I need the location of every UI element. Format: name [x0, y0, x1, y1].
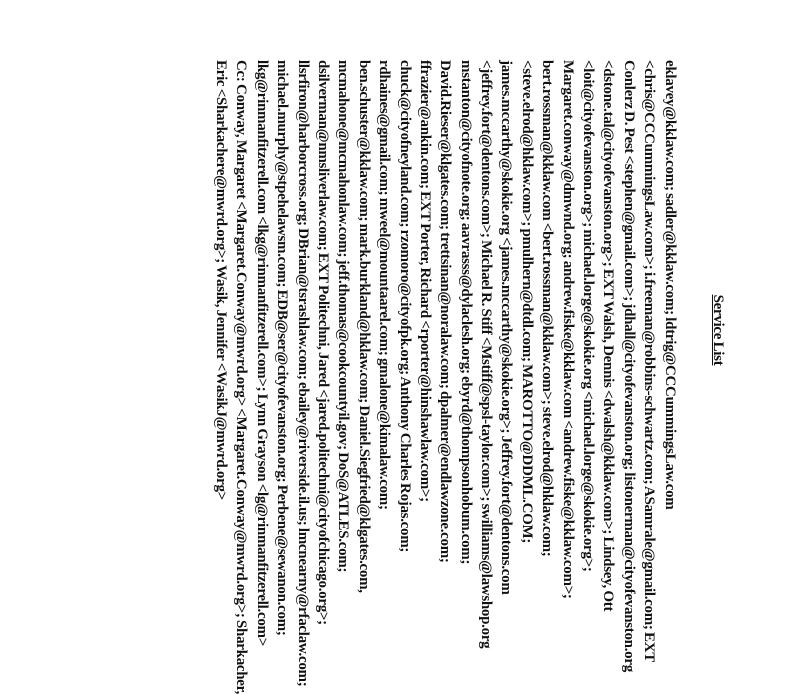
list-line: chuck@cityofneyland.com; rzomoro@cityofpk.org; Anthony Charles Rojas.com;: [396, 60, 413, 553]
list-line: rdhaines@gmail.com; mweel@mountaarel.com; gmalone@kimalaw.com;: [376, 60, 393, 510]
list-line: llsrfiron@harborcross.org; DBrian@tsrashlaw.com; ebailey@riverside.il.us; lmcnearny@rfaclaw.com;: [294, 60, 311, 687]
list-line: ben.schuster@kklaw.com; mark.burkland@hklaw.com; Daniel.Siegfried@klgates.com,: [355, 60, 372, 593]
list-line: <dstone.tal@cityofevanston.org>; EXT Walsh, Dennis <dwalsh@kklaw.com>; Lindsey, Ott: [600, 60, 617, 612]
list-line: Conlerz D. Pest <stephen@gmail.com>; jdhall@cityofevanston.org; listonerman@cityofevanston.org: [620, 60, 637, 672]
service-list-document: [211, 60, 728, 694]
list-line: james.mccarthy@skokie.org <james.mccarthy@skokie.org>; Jeffrey.fort@dentons.com: [498, 60, 515, 595]
list-line: <steve.elrod@hklaw.com>; pmulhern@dtdl.com; MAROTTO@DDML.COM;: [518, 60, 535, 544]
list-line: Margaret.conway@dmwnd.org; andrew.fiske@kklaw.com <andrew.fiske@kklaw.com>;: [559, 60, 576, 599]
list-line: dsilverman@nmsliverlaw.com; EXT Politechni, Jared <jared.politechni@cityofchicago.org>;: [314, 60, 331, 625]
email-list: [211, 60, 680, 694]
list-line: David.Rieser@klgates.com; trettsinan@noralaw.com; dpalmer@endlawzone.com;: [437, 60, 454, 563]
list-line: <loit@cityofevanston.org>; michael.lorge@skokie.org <michael.lorge@skokie.org>;: [580, 60, 597, 572]
list-line: ffrazier@ankin.com; EXT Porter, Richard <rporter@hinshawlaw.com>;: [416, 60, 433, 502]
document-title: Service List: [710, 294, 726, 366]
list-line: mcmahone@mcmahonlaw.com; jeff.thomas@cookcountyil.gov; DoS@ATLES.com;: [335, 60, 352, 573]
list-line: <chris@CCCummingsLaw.com>; i.freeman@robbins-schwartz.com; ASamrale@gmail.com; EXT: [641, 60, 658, 662]
list-line: lkg@rinmanfitzerell.com <lkg@rinmanfitzerell.com>; Lynn Grayson <lg@rinmanfitzerell.com>: [253, 60, 270, 646]
list-line: bert.rossman@kklaw.com <bert.rossman@kklaw.com>; steve.elrod@hklaw.com;: [539, 60, 556, 557]
list-line: eklavey@kklaw.com; sadler@kklaw.com; ldtrig@CCCummingsLaw.com: [661, 60, 678, 510]
list-line: Eric <Sharkachere@mwrd.org>; Wasik, Jennifer <WasikJ@mwrd.org>: [213, 60, 229, 500]
list-line: michael.murphy@stpehelawsm.com; EDB@ser@cityofevanston.org; Perbene@sewanon.com;: [274, 60, 291, 636]
list-line: mstanton@cityofnote.org; aavrasss@dylaclesh.org; ebyrd@thompsonhobum.com;: [457, 60, 474, 565]
list-line: Cc: Conway, Margaret <Margaret.Conway@mwrd.org> <Margaret.Conway@mwrd.org>; Sharkacher,: [233, 60, 250, 694]
list-line: <jeffrey.fort@dentons.com>; Michael R. Stiff <Mstiff@spsl-taylor.com>; swilliams@lawshop.org: [478, 60, 495, 649]
